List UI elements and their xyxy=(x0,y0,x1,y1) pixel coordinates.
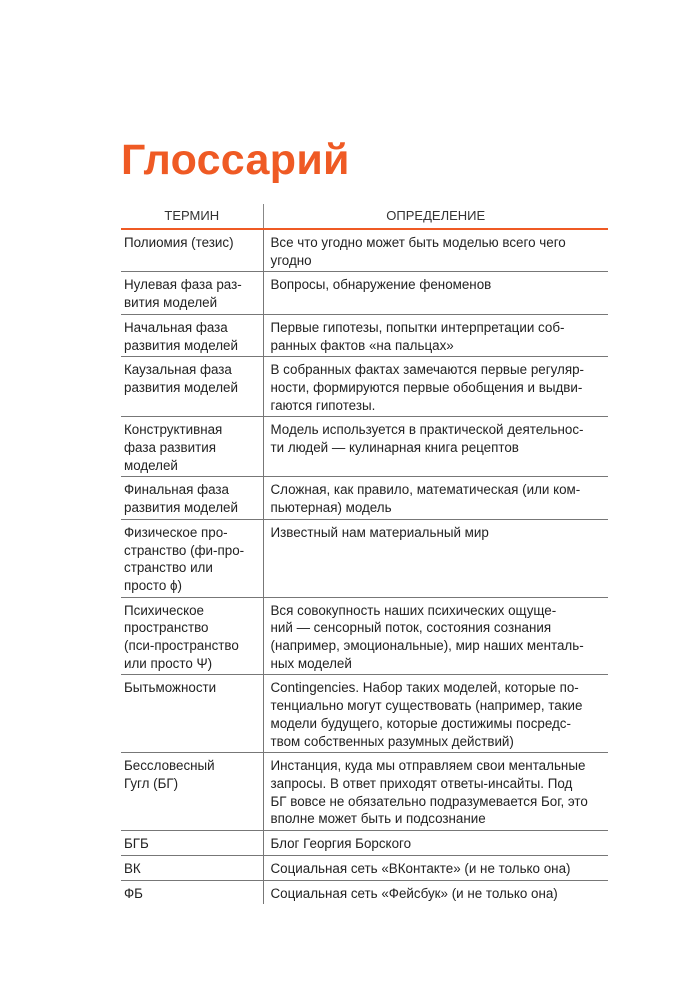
glossary-table xyxy=(121,204,608,904)
term-cell: Полиомия (тезис) xyxy=(121,229,263,272)
definition-cell: Contingencies. Набор таких моделей, которые по- тенциально могут существовать (например, такие модели будущего, которые достижимы посредс- твом собственных разумных действий) xyxy=(263,675,608,753)
table-row xyxy=(121,357,608,417)
term-cell: ВК xyxy=(121,855,263,880)
table-row xyxy=(121,831,608,856)
column-header-term: ТЕРМИН xyxy=(121,204,263,229)
table-row xyxy=(121,880,608,904)
table-row xyxy=(121,597,608,675)
term-cell: БГБ xyxy=(121,831,263,856)
definition-cell: Модель используется в практической деятельнос- ти людей — кулинарная книга рецептов xyxy=(263,417,608,477)
table-header-row xyxy=(121,204,608,229)
table-row xyxy=(121,272,608,314)
term-cell: Начальная фаза развития моделей xyxy=(121,314,263,356)
table-row xyxy=(121,519,608,597)
page-title: Глоссарий xyxy=(121,136,350,184)
definition-cell: Вопросы, обнаружение феноменов xyxy=(263,272,608,314)
table-row xyxy=(121,417,608,477)
term-cell: ФБ xyxy=(121,880,263,904)
table-row xyxy=(121,855,608,880)
table-row xyxy=(121,675,608,753)
definition-cell: Первые гипотезы, попытки интерпретации соб- ранных фактов «на пальцах» xyxy=(263,314,608,356)
column-header-definition: ОПРЕДЕЛЕНИЕ xyxy=(263,204,608,229)
term-cell: Финальная фаза развития моделей xyxy=(121,477,263,519)
term-cell: Бессловесный Гугл (БГ) xyxy=(121,753,263,831)
definition-cell: Вся совокупность наших психических ощуще- ний — сенсорный поток, состояния сознания (например, эмоциональные), мир наших менталь- ных моделей xyxy=(263,597,608,675)
definition-cell: Все что угодно может быть моделью всего чего угодно xyxy=(263,229,608,272)
definition-cell: Социальная сеть «Фейсбук» (и не только она) xyxy=(270,885,558,901)
term-cell: Физическое про- странство (фи-про- странство или просто ϕ) xyxy=(121,519,263,597)
table-row xyxy=(121,477,608,519)
definition-cell: Известный нам материальный мир xyxy=(263,519,608,597)
definition-cell: Социальная сеть «ВКонтакте» (и не только она) xyxy=(263,855,608,880)
term-cell: Бытьможности xyxy=(121,675,263,753)
table-row xyxy=(121,753,608,831)
table-row xyxy=(121,314,608,356)
term-cell: Нулевая фаза раз- вития моделей xyxy=(121,272,263,314)
term-cell: Психическое пространство (пси-пространство или просто Ψ) xyxy=(121,597,263,675)
term-cell: Каузальная фаза развития моделей xyxy=(121,357,263,417)
definition-cell: Блог Георгия Борского xyxy=(263,831,608,856)
definition-cell: В собранных фактах замечаются первые регуляр- ности, формируются первые обобщения и выдви- гаются гипотезы. xyxy=(263,357,608,417)
definition-cell: Сложная, как правило, математическая (или ком- пьютерная) модель xyxy=(263,477,608,519)
table-row xyxy=(121,229,608,272)
term-cell: Конструктивная фаза развития моделей xyxy=(121,417,263,477)
definition-cell: Инстанция, куда мы отправляем свои ментальные запросы. В ответ приходят ответы-инсайты. Под БГ вовсе не обязательно подразумевается Бог, это вполне может быть и подсознание xyxy=(263,753,608,831)
